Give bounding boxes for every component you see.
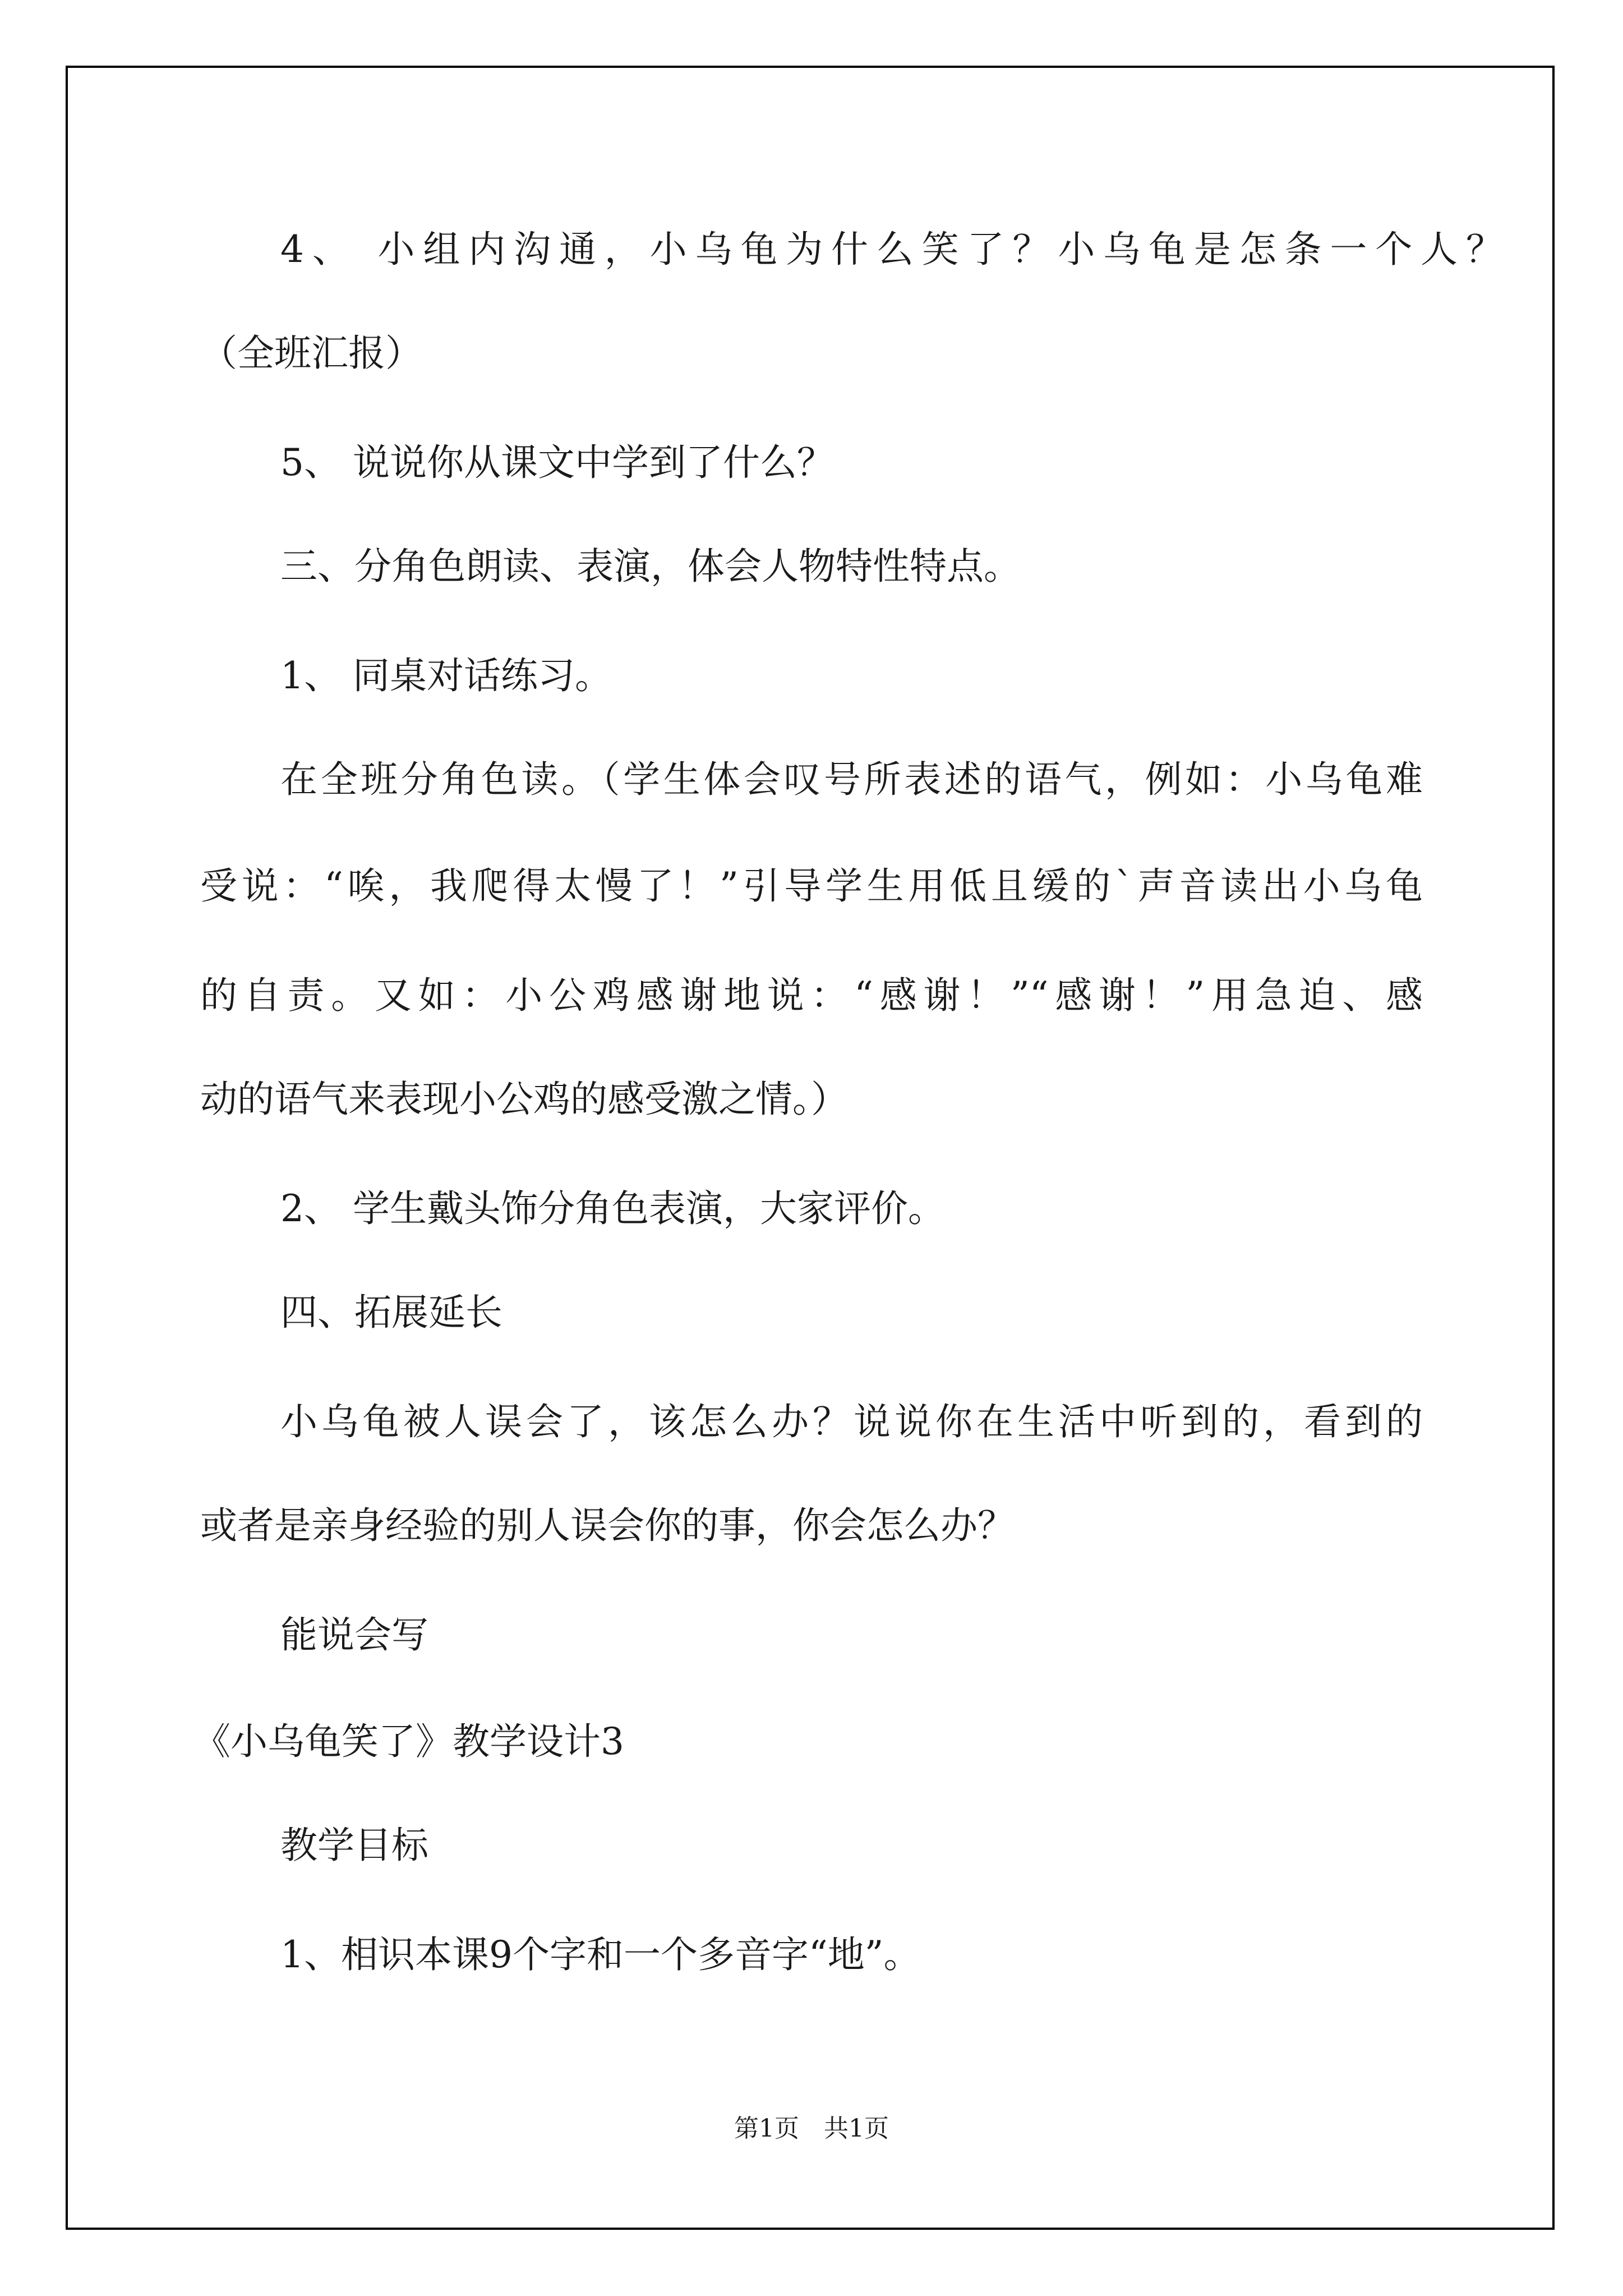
paragraph-line: 的自责。又如：小公鸡感谢地说：“感谢！”“感谢！”用急迫、感 [200, 974, 1423, 1017]
section-heading: 四、拓展延长 [280, 1291, 502, 1334]
document-title: 《小乌龟笑了》教学设计3 [193, 1720, 624, 1763]
paragraph-line: 4、 小组内沟通，小乌龟为什么笑了？小乌龟是怎条一个人？ [280, 228, 1503, 271]
paragraph-line: 2、 学生戴头饰分角色表演，大家评价。 [280, 1187, 945, 1230]
page-footer: 第1页 共1页 [734, 2114, 889, 2143]
paragraph-line: 或者是亲身经验的别人误会你的事，你会怎么办？ [200, 1504, 1015, 1547]
paragraph-line: 1、 同桌对话练习。 [280, 654, 612, 697]
paragraph-line: 受说：“唉，我爬得太慢了！”引导学生用低且缓的`声音读出小乌龟 [200, 864, 1423, 908]
page-border [66, 66, 1555, 2230]
paragraph-line: 能说会写 [280, 1613, 428, 1657]
paragraph-line: 1、相识本课9个字和一个多音字“地”。 [280, 1933, 921, 1976]
paragraph-line: （全班汇报） [200, 332, 422, 375]
paragraph-line: 5、 说说你从课文中学到了什么？ [280, 441, 834, 484]
paragraph-line: 动的语气来表现小公鸡的感受激之情。） [200, 1078, 848, 1121]
paragraph-line: 在全班分角色读。（学生体会叹号所表述的语气，例如：小乌龟难 [280, 758, 1423, 801]
section-heading: 教学目标 [280, 1824, 428, 1867]
paragraph-line: 小乌龟被人误会了，该怎么办？说说你在生活中听到的，看到的 [280, 1400, 1423, 1443]
section-heading: 三、分角色朗读、表演，体会人物特性特点。 [280, 545, 1021, 588]
